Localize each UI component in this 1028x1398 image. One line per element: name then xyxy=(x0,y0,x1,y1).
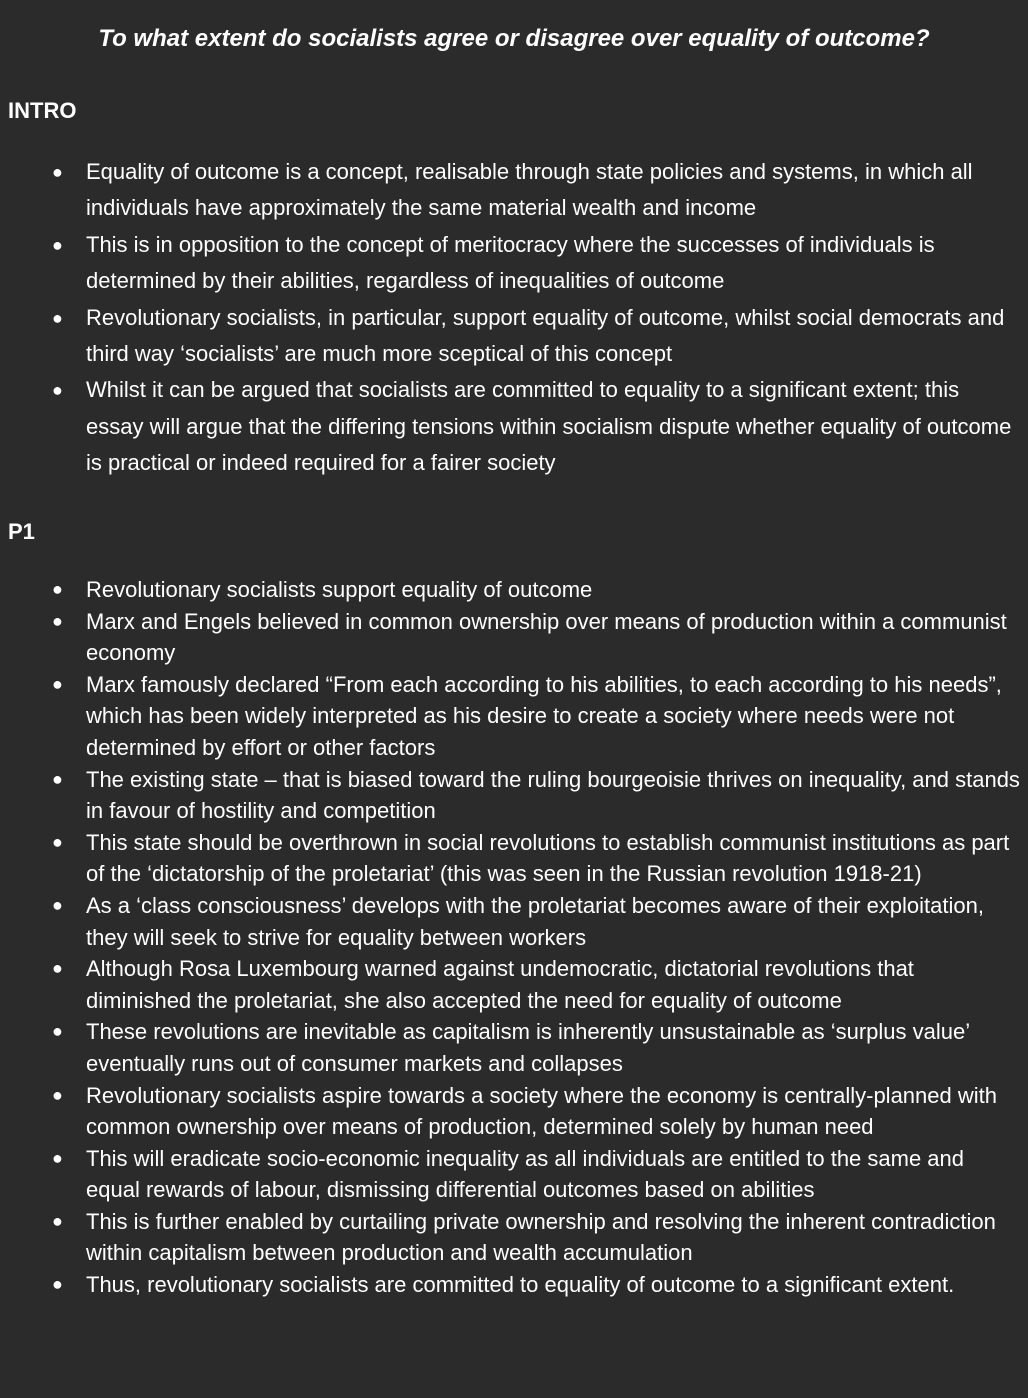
list-item xyxy=(0,764,1028,827)
bullet-icon: ● xyxy=(52,673,63,694)
bullet-text: As a ‘class consciousness’ develops with the proletariat becomes aware of their exploitation, they will seek to strive for equality between workers xyxy=(86,892,984,950)
bullet-icon: ● xyxy=(52,380,63,401)
bullet-icon: ● xyxy=(52,162,63,182)
list-item xyxy=(0,300,1028,373)
list-item xyxy=(0,1206,1028,1269)
list-item xyxy=(0,1016,1028,1079)
section-heading-intro: INTRO xyxy=(8,98,77,123)
list-item xyxy=(0,154,1028,227)
bullet-icon: ● xyxy=(52,1210,63,1231)
bullet-text: Marx famously declared “From each according to his abilities, to each according to his needs”, which has been widely interpreted as his desire to create a society where needs were not determined by effort or other factors xyxy=(86,671,1002,760)
bullet-text: Equality of outcome is a concept, realisable through state policies and systems, in which all individuals have approximately the same material wealth and income xyxy=(86,159,973,221)
bullet-icon: ● xyxy=(52,768,63,789)
list-item xyxy=(0,953,1028,1016)
list-item xyxy=(0,574,1028,606)
bullet-icon: ● xyxy=(52,1147,63,1168)
bullet-text: This will eradicate socio-economic inequality as all individuals are entitled to the same and equal rewards of labour, dismissing differential outcomes based on abilities xyxy=(86,1145,965,1203)
list-item xyxy=(0,669,1028,764)
bullet-text: Revolutionary socialists aspire towards a society where the economy is centrally-planned with common ownership over means of production, determined solely by human need xyxy=(86,1082,997,1140)
list-item xyxy=(0,372,1028,481)
bullet-text: Although Rosa Luxembourg warned against undemocratic, dictatorial revolutions that diminished the proletariat, she also accepted the need for equality of outcome xyxy=(86,956,914,1013)
intro-bullet-list xyxy=(0,154,1028,482)
bullet-icon: ● xyxy=(52,958,63,979)
bullet-icon: ● xyxy=(52,894,63,915)
bullet-text: This is further enabled by curtailing private ownership and resolving the inherent contradiction within capitalism between production and wealth accumulation xyxy=(86,1208,996,1266)
bullet-icon: ● xyxy=(52,610,63,631)
bullet-icon: ● xyxy=(52,1084,63,1105)
bullet-text: Revolutionary socialists, in particular, support equality of outcome, whilst social democrats and third way ‘socialists’ are much more sceptical of this concept xyxy=(86,304,1005,367)
bullet-text: Revolutionary socialists support equality of outcome xyxy=(86,577,593,602)
list-item xyxy=(0,227,1028,300)
bullet-text: Thus, revolutionary socialists are committed to equality of outcome to a significant extent. xyxy=(86,1272,955,1298)
p1-bullet-list xyxy=(0,574,1028,1301)
section-heading-p1: P1 xyxy=(8,519,35,544)
list-item xyxy=(0,1080,1028,1143)
list-item xyxy=(0,606,1028,669)
list-item xyxy=(0,890,1028,953)
bullet-icon: ● xyxy=(52,307,63,328)
list-item xyxy=(0,827,1028,890)
bullet-icon: ● xyxy=(52,831,63,852)
list-item xyxy=(0,1143,1028,1206)
bullet-text: This is in opposition to the concept of meritocracy where the successes of individuals is determined by their abilities, regardless of inequalities of outcome xyxy=(86,231,935,294)
bullet-text: This state should be overthrown in social revolutions to establish communist institutions as part of the ‘dictatorship of the proletariat’ (this was seen in the Russian revolution 1918-21) xyxy=(86,829,1010,887)
bullet-text: Marx and Engels believed in common ownership over means of production within a communist economy xyxy=(86,608,1007,666)
bullet-icon: ● xyxy=(52,1274,63,1295)
bullet-icon: ● xyxy=(52,234,63,255)
bullet-icon: ● xyxy=(52,1021,63,1042)
list-item xyxy=(0,1269,1028,1301)
bullet-text: Whilst it can be argued that socialists are committed to equality to a significant extent; this essay will argue that the differing tensions within socialism dispute whether equality of outcome is practical or indeed required for a fairer society xyxy=(86,377,1012,476)
bullet-icon: ● xyxy=(52,579,63,599)
bullet-text: The existing state – that is biased toward the ruling bourgeoisie thrives on inequality, and stands in favour of hostility and competition xyxy=(86,766,1020,824)
document-title: To what extent do socialists agree or disagree over equality of outcome? xyxy=(98,25,930,52)
bullet-text: These revolutions are inevitable as capitalism is inherently unsustainable as ‘surplus value’ eventually runs out of consumer markets and collapses xyxy=(86,1019,970,1076)
